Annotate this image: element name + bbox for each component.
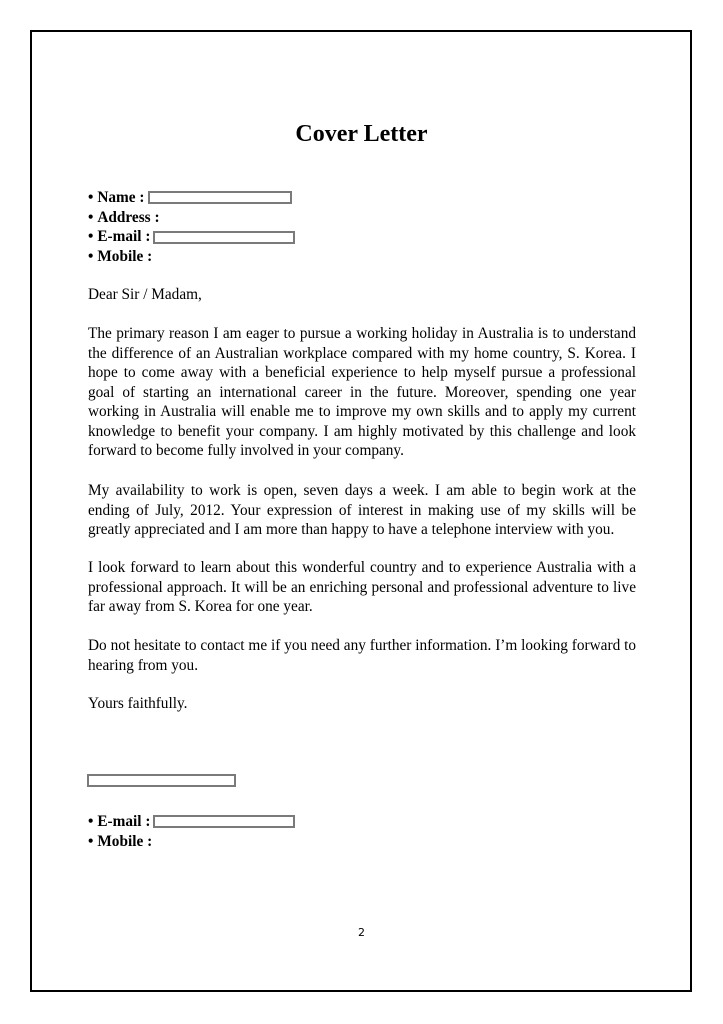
- mobile-field-row: [88, 247, 636, 267]
- footer-contact-fields: [88, 812, 636, 851]
- address-label: Address :: [97, 208, 160, 226]
- body-paragraph: I look forward to learn about this wonderful country and to experience Australia with a professional approach. It will be an enriching personal and professional adventure to live far away from S. Korea for one year.: [88, 559, 636, 615]
- signature-block: [87, 774, 236, 792]
- email-field-row: [88, 227, 636, 247]
- bullet: •: [88, 189, 94, 207]
- email-label: E-mail :: [97, 228, 151, 246]
- name-field-row: [88, 188, 636, 208]
- salutation: Dear Sir / Madam,: [88, 286, 202, 303]
- signature-redaction-box: [87, 774, 236, 787]
- name-redaction-box: [148, 191, 292, 204]
- bullet: •: [88, 228, 94, 246]
- bullet: •: [88, 208, 94, 226]
- page-number: 2: [358, 926, 365, 939]
- body-paragraph: Do not hesitate to contact me if you need any further information. I’m looking forward to hearing from you.: [88, 637, 636, 674]
- mobile-label: Mobile :: [97, 248, 153, 266]
- body-paragraph: My availability to work is open, seven days a week. I am able to begin work at the ending of July, 2012. Your expression of interest in making use of my skills will be greatly appreciated and I am more than happy to have a telephone interview with you.: [88, 482, 636, 538]
- body-paragraph: The primary reason I am eager to pursue a working holiday in Australia is to understand the difference of an Australian workplace compared with my home country, S. Korea. I hope to come away with a beneficial experience to help myself pursue a professional goal of starting an international career in the future. Moreover, spending one year working in Australia will enable me to improve my own skills and to apply my current knowledge to benefit your company. I am highly motivated by this challenge and look forward to become fully involved in your company.: [88, 325, 636, 459]
- footer-mobile-label: Mobile :: [97, 832, 153, 850]
- address-field-row: [88, 208, 636, 228]
- footer-email-field-row: [88, 812, 636, 832]
- footer-email-label: E-mail :: [97, 813, 151, 831]
- closing: Yours faithfully.: [88, 695, 188, 712]
- email-redaction-box: [153, 231, 295, 244]
- bullet: •: [88, 813, 94, 831]
- name-label: Name :: [97, 189, 145, 207]
- header-contact-fields: [88, 188, 636, 267]
- footer-mobile-field-row: [88, 832, 636, 852]
- footer-email-redaction-box: [153, 815, 295, 828]
- page-title: Cover Letter: [295, 121, 428, 147]
- bullet: •: [88, 248, 94, 266]
- bullet: •: [88, 832, 94, 850]
